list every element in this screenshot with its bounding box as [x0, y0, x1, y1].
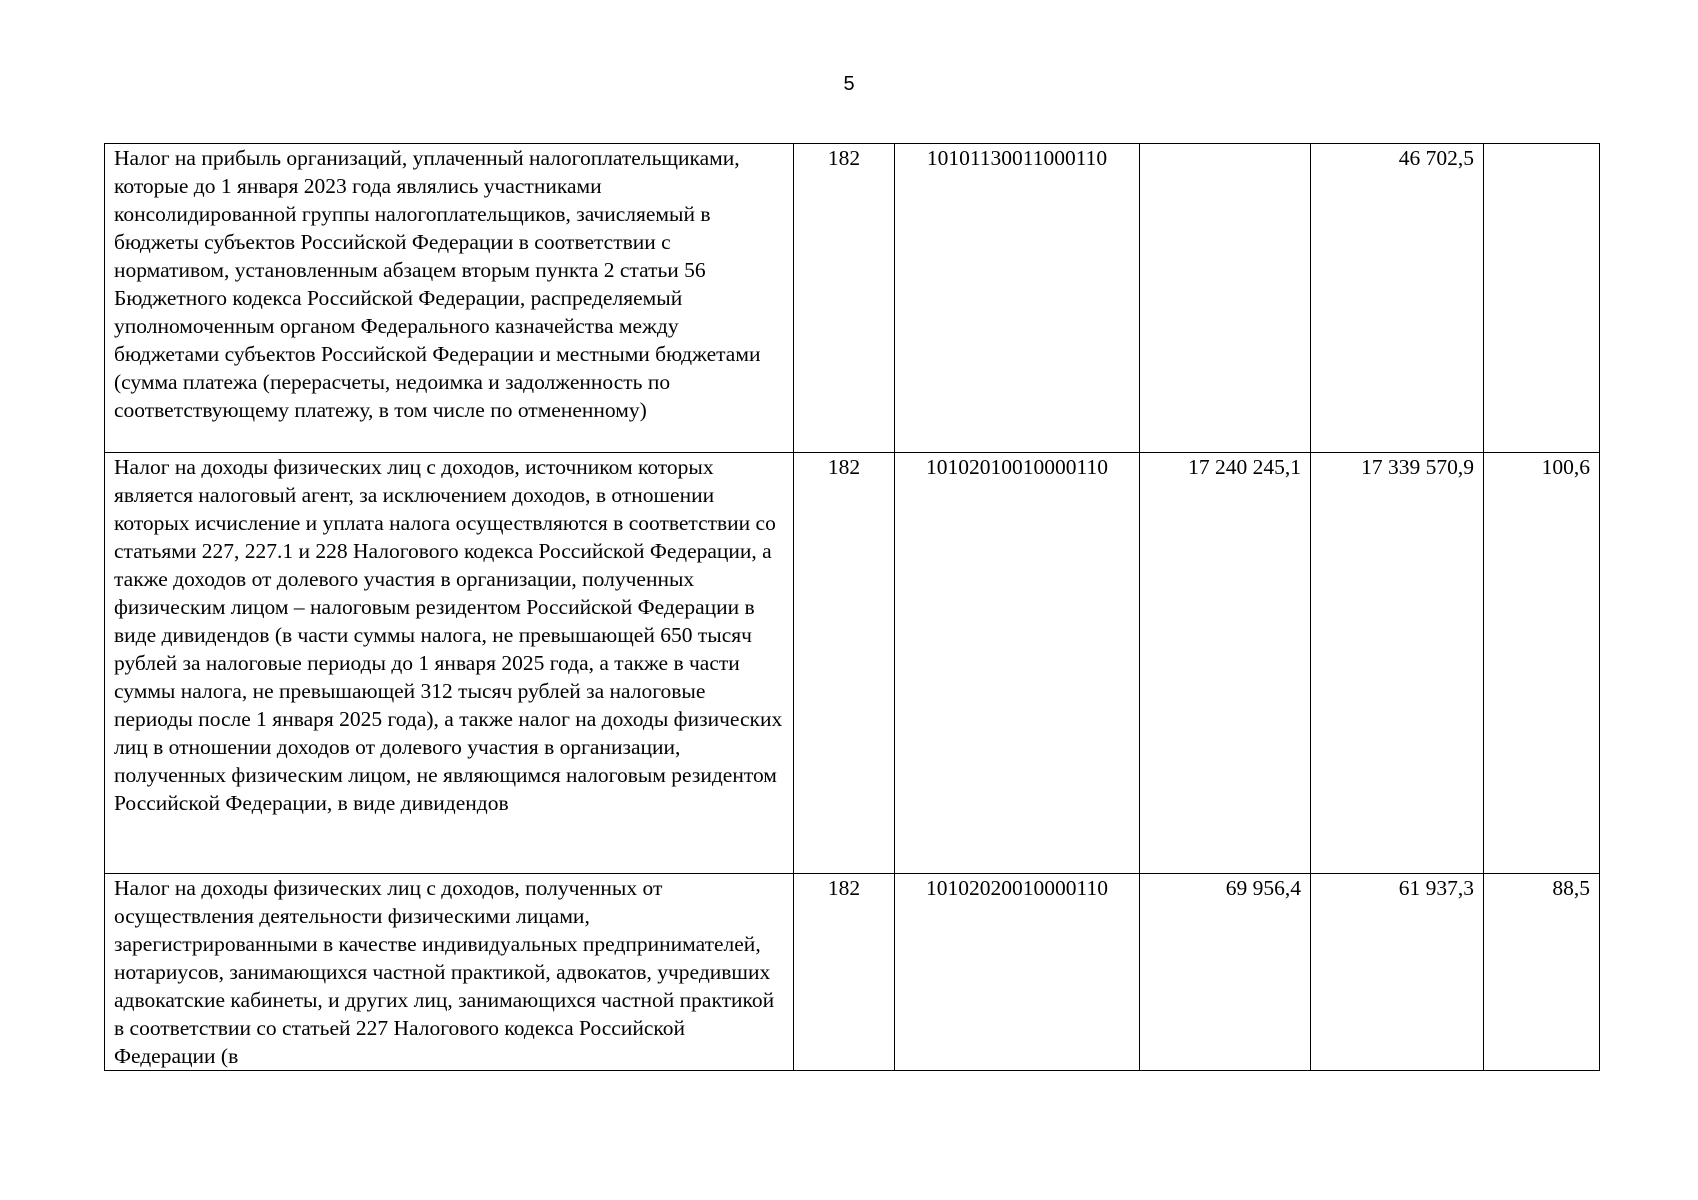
row-admin-code: 182: [794, 874, 895, 1071]
row-admin-code: 182: [794, 453, 895, 874]
page-number: 5: [843, 73, 855, 95]
revenue-table: [104, 143, 1600, 1071]
row-kbk-code: 10101130011000110: [895, 144, 1140, 453]
row-percent-value: 88,5: [1484, 874, 1600, 1071]
row-actual-value: 46 702,5: [1311, 144, 1484, 453]
row-plan-value: [1140, 144, 1311, 453]
row-actual-value: 17 339 570,9: [1311, 453, 1484, 874]
row-percent-value: [1484, 144, 1600, 453]
row-plan-value: 69 956,4: [1140, 874, 1311, 1071]
row-description: Налог на прибыль организаций, уплаченный налогоплательщиками, которые до 1 января 2023 года являлись участниками консолидированной группы налогоплательщиков, зачисляемый в бюджеты субъектов Российской Федерации в соответствии с нормативом, установленным абзацем вторым пункта 2 статьи 56 Бюджетного кодекса Российской Федерации, распределяемый уполномоченным органом Федерального казначейства между бюджетами субъектов Российской Федерации и местными бюджетами (сумма платежа (перерасчеты, недоимка и задолженность по соответствующему платежу, в том числе по отмененному): [105, 144, 794, 453]
row-percent-value: 100,6: [1484, 453, 1600, 874]
row-description: Налог на доходы физических лиц с доходов, источником которых является налоговый агент, за исключением доходов, в отношении которых исчисление и уплата налога осуществляются в соответствии со статьями 227, 227.1 и 228 Налогового кодекса Российской Федерации, а также доходов от долевого участия в организации, полученных физическим лицом – налоговым резидентом Российской Федерации в виде дивидендов (в части суммы налога, не превышающей 650 тысяч рублей за налоговые периоды до 1 января 2025 года, а также в части суммы налога, не превышающей 312 тысяч рублей за налоговые периоды после 1 января 2025 года), а также налог на доходы физических лиц в отношении доходов от долевого участия в организации, полученных физическим лицом, не являющимся налоговым резидентом Российской Федерации, в виде дивидендов: [105, 453, 794, 874]
table-row: [105, 144, 1600, 453]
table-row: [105, 874, 1600, 1071]
table-row: [105, 453, 1600, 874]
row-actual-value: 61 937,3: [1311, 874, 1484, 1071]
row-plan-value: 17 240 245,1: [1140, 453, 1311, 874]
row-admin-code: 182: [794, 144, 895, 453]
row-kbk-code: 10102020010000110: [895, 874, 1140, 1071]
row-kbk-code: 10102010010000110: [895, 453, 1140, 874]
row-description: Налог на доходы физических лиц с доходов, полученных от осуществления деятельности физическими лицами, зарегистрированными в качестве индивидуальных предпринимателей, нотариусов, занимающихся частной практикой, адвокатов, учредивших адвокатские кабинеты, и других лиц, занимающихся частной практикой в соответствии со статьей 227 Налогового кодекса Российской Федерации (в: [105, 874, 794, 1071]
